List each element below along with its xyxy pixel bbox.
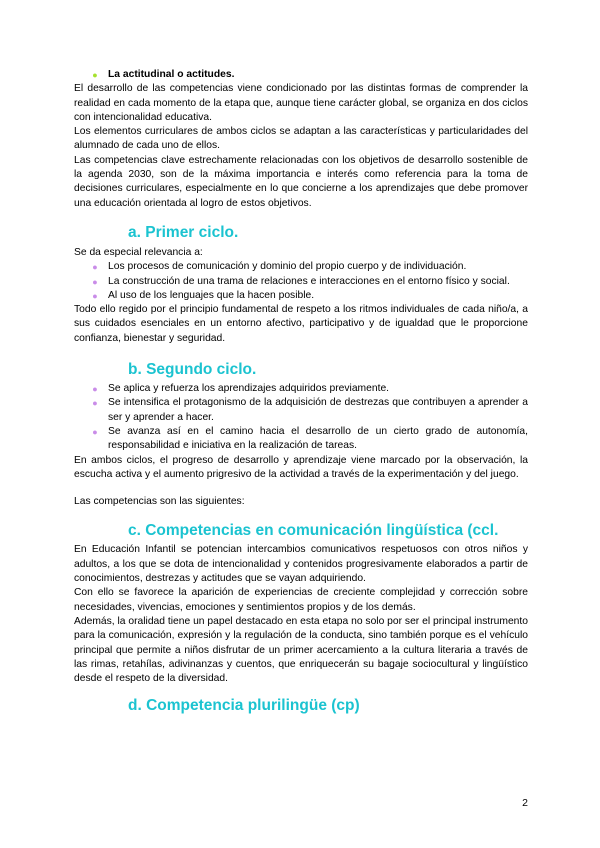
paragraph: Todo ello regido por el principio fundamental de respeto a los ritmos individuales de cada niño/a, a sus cuidados esenciales en un entorno afectivo, participativo y de igualdad que le proporcione confianza, bienestar y seguridad. xyxy=(74,304,528,344)
paragraph: En ambos ciclos, el progreso de desarrollo y aprendizaje viene marcado por la observación, la escucha activa y el aumento prigresivo de la actividad a través de la experimentación y del juego. xyxy=(74,454,528,480)
list-item xyxy=(74,260,528,274)
paragraph: Las competencias clave estrechamente relacionadas con los objetivos de desarrollo sostenible de la agenda 2030, son de la máxima importancia e interés como referencia para la toma de decisiones curriculares, especialmente en lo que concierne a los aprendizajes que debe promover una educación orientada al logro de estos objetivos. xyxy=(74,154,528,209)
list-item-text: La construcción de una trama de relaciones e interacciones en el entorno físico y social. xyxy=(108,275,510,287)
paragraph: En Educación Infantil se potencian intercambios comunicativos respetuosos con otros niños y adultos, a los que se dota de intencionalidad y contenidos progresivamente elaborados a partir de conocimientos, destrezas y actitudes que se vayan adquiriendo. xyxy=(74,544,528,585)
list-item xyxy=(74,382,528,396)
bullet-icon: ● xyxy=(92,398,98,409)
list-item-text: Se intensifica el protagonismo de la adquisición de destrezas que contribuyen a aprender a ser y aprender a hacer. xyxy=(108,397,528,423)
bullet-icon: ● xyxy=(92,384,98,395)
bullet-icon: ● xyxy=(92,426,98,437)
list-item xyxy=(74,289,528,303)
paragraph: El desarrollo de las competencias viene condicionado por las distintas formas de comprender la realidad en cada momento de la etapa que, aunque tiene carácter global, se organiza en dos ciclos con intencionalidad educativa. xyxy=(74,83,528,123)
paragraph: Además, la oralidad tiene un papel destacado en esta etapa no solo por ser el principal instrumento para la comunicación, expresión y la regulación de la conducta, sino también porque es el vehículo principal que permite a niños disfrutar de un primer acercamiento a la cultura literaria a través de las rimas, retahílas, adivinanzas y cuentos, que enriquecerán su bagaje sociocultural y lingüístico desde el respeto de la diversidad. xyxy=(74,615,528,685)
paragraph: Se da especial relevancia a: xyxy=(74,246,203,258)
document-page xyxy=(74,68,528,716)
list-item-text: Se aplica y refuerza los aprendizajes adquiridos previamente. xyxy=(108,383,390,395)
bullet-icon: ● xyxy=(92,276,98,287)
heading-primer-ciclo: a. Primer ciclo. xyxy=(128,223,239,241)
paragraph: Las competencias son las siguientes: xyxy=(74,496,245,508)
heading-competencias-ccl: c. Competencias en comunicación lingüística (ccl. xyxy=(128,522,499,540)
heading-segundo-ciclo: b. Segundo ciclo. xyxy=(128,361,257,379)
list-item-text: Al uso de los lenguajes que la hacen posible. xyxy=(108,289,315,301)
bullet-icon: ● xyxy=(92,262,98,273)
bullet-icon: ● xyxy=(92,70,98,80)
paragraph: Los elementos curriculares de ambos ciclos se adaptan a las características y particularidades del alumnado de cada uno de ellos. xyxy=(74,126,528,152)
primer-ciclo-list xyxy=(74,260,528,303)
intro-bullet-label: La actitudinal o actitudes. xyxy=(108,69,235,80)
bullet-icon: ● xyxy=(92,290,98,301)
heading-competencia-plurilingue: d. Competencia plurilingüe (cp) xyxy=(128,697,360,715)
paragraph: Con ello se favorece la aparición de experiencias de creciente complejidad y corrección sobre necesidades, vivencias, emociones y sentimientos propios y de los demás. xyxy=(74,587,528,613)
list-item-text: Los procesos de comunicación y dominio del propio cuerpo y de individuación. xyxy=(108,261,467,273)
list-item xyxy=(74,425,528,454)
list-item xyxy=(74,275,528,289)
list-item-text: Se avanza así en el camino hacia el desarrollo de un cierto grado de autonomía, responsabilidad e iniciativa en la realización de tareas. xyxy=(108,425,528,452)
list-item xyxy=(74,396,528,425)
spacer xyxy=(74,482,528,495)
intro-bullet-list xyxy=(74,68,528,82)
segundo-ciclo-list xyxy=(74,382,528,453)
page-number: 2 xyxy=(522,797,528,809)
list-item xyxy=(74,68,528,82)
